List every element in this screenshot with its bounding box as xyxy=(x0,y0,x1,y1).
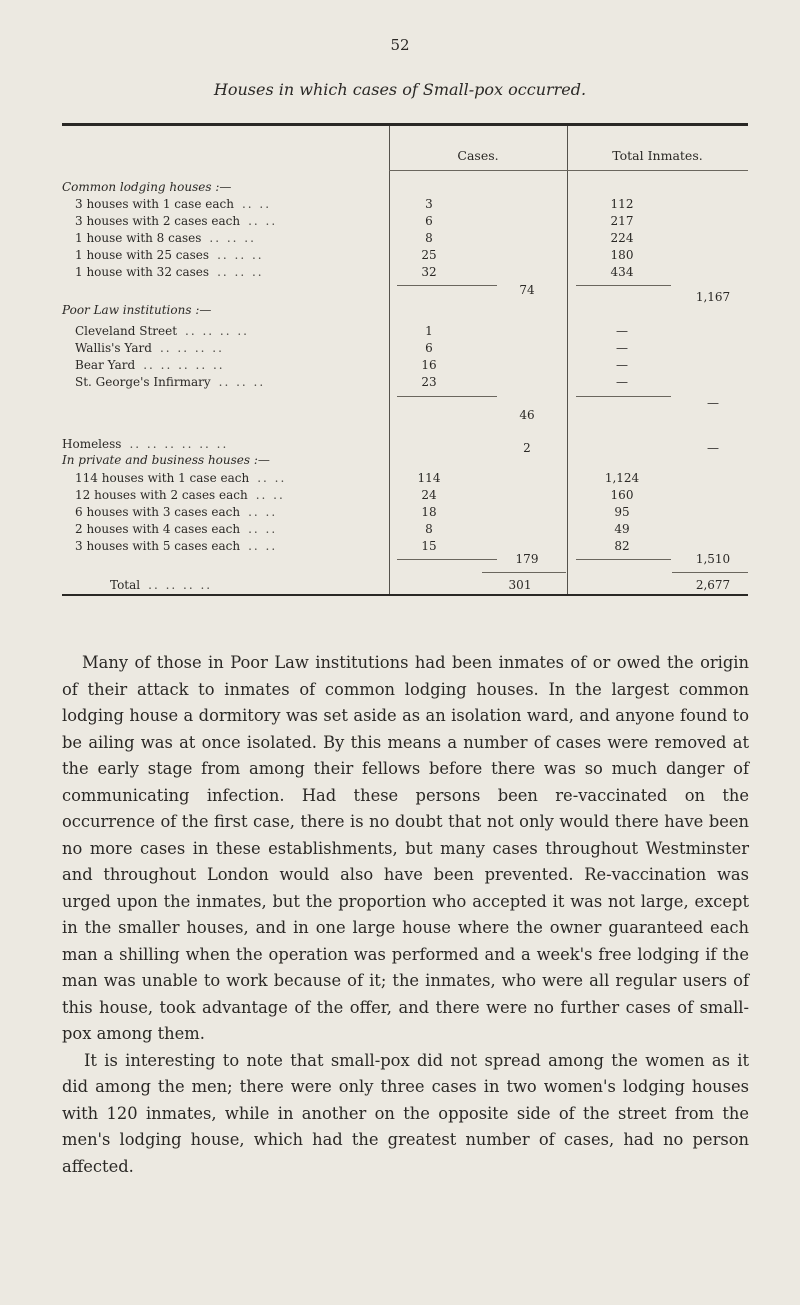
cell-inmates: 217 xyxy=(610,214,634,228)
table-row: 1 house with 32 cases .. .. .. xyxy=(75,265,264,279)
cell-cases: 1 xyxy=(425,324,433,338)
subtotal-rule xyxy=(397,285,497,286)
cell-cases: 18 xyxy=(421,505,437,519)
table-row: 2 houses with 4 cases each .. .. xyxy=(75,522,278,536)
table-row: 1 house with 25 cases .. .. .. xyxy=(75,248,264,262)
subtotal-cases-poor-law: 46 xyxy=(519,408,535,422)
header-rule xyxy=(389,170,748,171)
cell-cases: 6 xyxy=(425,341,433,355)
subtotal-inmates-common: 1,167 xyxy=(695,290,731,304)
cell-inmates: 95 xyxy=(614,505,630,519)
section-heading-private: In private and business houses :— xyxy=(62,453,270,467)
cell-cases: 8 xyxy=(425,522,433,536)
subtotal-rule xyxy=(576,559,671,560)
subtotal-rule xyxy=(576,396,671,397)
subtotal-inmates-private: 1,510 xyxy=(695,552,731,566)
subtotal-cases-common: 74 xyxy=(519,283,535,297)
table-row: St. George's Infirmary .. .. .. xyxy=(75,375,266,389)
cell-cases: 3 xyxy=(425,197,433,211)
subtotal-cases-private: 179 xyxy=(515,552,539,566)
cell-inmates: — xyxy=(616,341,628,355)
paragraph: It is interesting to note that small-pox did not spread among the women as it did among the men; there were only three cases in two women's lodging houses with 120 inmates, while in another on the opposite side of the street from the men's lodging house, which had the greatest number of cases, had no person affected. xyxy=(62,1050,749,1176)
cell-inmates: — xyxy=(616,324,628,338)
total-rule xyxy=(482,572,566,573)
table-row-total: Total .. .. .. .. xyxy=(110,578,213,592)
cell-cases: 16 xyxy=(421,358,437,372)
table-row: Wallis's Yard .. .. .. .. xyxy=(75,341,224,355)
cell-inmates: 160 xyxy=(610,488,634,502)
cell-cases: 114 xyxy=(417,471,441,485)
table-bottom-rule xyxy=(62,594,748,596)
subtotal-rule xyxy=(397,396,497,397)
cell-inmates: 1,124 xyxy=(604,471,640,485)
table-row: Bear Yard .. .. .. .. .. xyxy=(75,358,225,372)
total-rule xyxy=(672,572,748,573)
cell-inmates: — xyxy=(616,375,628,389)
cell-inmates: — xyxy=(616,358,628,372)
table-row: Cleveland Street .. .. .. .. xyxy=(75,324,249,338)
subtotal-rule xyxy=(576,285,671,286)
cell-cases: 6 xyxy=(425,214,433,228)
total-inmates: 2,677 xyxy=(695,578,731,592)
table-row: 3 houses with 5 cases each .. .. xyxy=(75,539,278,553)
table-row: 3 houses with 2 cases each .. .. xyxy=(75,214,278,228)
cell-inmates: 49 xyxy=(614,522,630,536)
header-total-inmates: Total Inmates. xyxy=(612,148,703,163)
cell-cases: 24 xyxy=(421,488,437,502)
cell-cases: 32 xyxy=(421,265,437,279)
cell-cases: 23 xyxy=(421,375,437,389)
section-heading-common: Common lodging houses :— xyxy=(62,180,232,194)
cell-inmates: 112 xyxy=(610,197,634,211)
table-top-rule xyxy=(62,123,748,126)
table-row-homeless: Homeless .. .. .. .. .. .. xyxy=(62,437,229,451)
total-cases: 301 xyxy=(508,578,532,592)
header-cases: Cases. xyxy=(457,148,499,163)
body-text xyxy=(62,650,749,1180)
cell-cases: 8 xyxy=(425,231,433,245)
subtotal-inmates-poor-law: — xyxy=(707,396,719,410)
table-row: 6 houses with 3 cases each .. .. xyxy=(75,505,278,519)
cell-cases: 25 xyxy=(421,248,437,262)
cell-inmates: — xyxy=(707,441,719,455)
table-caption: Houses in which cases of Small-pox occurred. xyxy=(213,80,587,99)
table-row: 3 houses with 1 case each .. .. xyxy=(75,197,272,211)
table-row: 12 houses with 2 cases each .. .. xyxy=(75,488,285,502)
cell-cases: 2 xyxy=(523,441,531,455)
section-heading-poor-law: Poor Law institutions :— xyxy=(62,303,212,317)
cell-inmates: 82 xyxy=(614,539,630,553)
cell-inmates: 180 xyxy=(610,248,634,262)
page-number: 52 xyxy=(390,36,410,54)
cell-inmates: 224 xyxy=(610,231,634,245)
subtotal-rule xyxy=(397,559,497,560)
paragraph: Many of those in Poor Law institutions had been inmates of or owed the origin of their attack to inmates of common lodging houses. In the largest common lodging house a dormitory was set aside as an isolation ward, and anyone found to be ailing was at once isolated. By this means a number of cases were removed at the early stage from among their fellows before there was so much danger of communicating infection. Had these persons been re-vaccinated on the occurrence of the first case, there is no doubt that not only would there have been no more cases in these establishments, but many cases throughout Westminster and throughout London would also have been prevented. Re-vaccination was urged upon the inmates, but the proportion who accepted it was not large, except in the smaller houses, and in one large house where the owner guaranteed each man a shilling when the operation was performed and a week's free lodging if the man was unable to work because of it; the inmates, who were all regular users of this house, took advantage of the offer, and there were no further cases of small-pox among them. xyxy=(62,653,749,1043)
table-row: 114 houses with 1 case each .. .. xyxy=(75,471,287,485)
table-row: 1 house with 8 cases .. .. .. xyxy=(75,231,256,245)
cell-cases: 15 xyxy=(421,539,437,553)
cell-inmates: 434 xyxy=(610,265,634,279)
